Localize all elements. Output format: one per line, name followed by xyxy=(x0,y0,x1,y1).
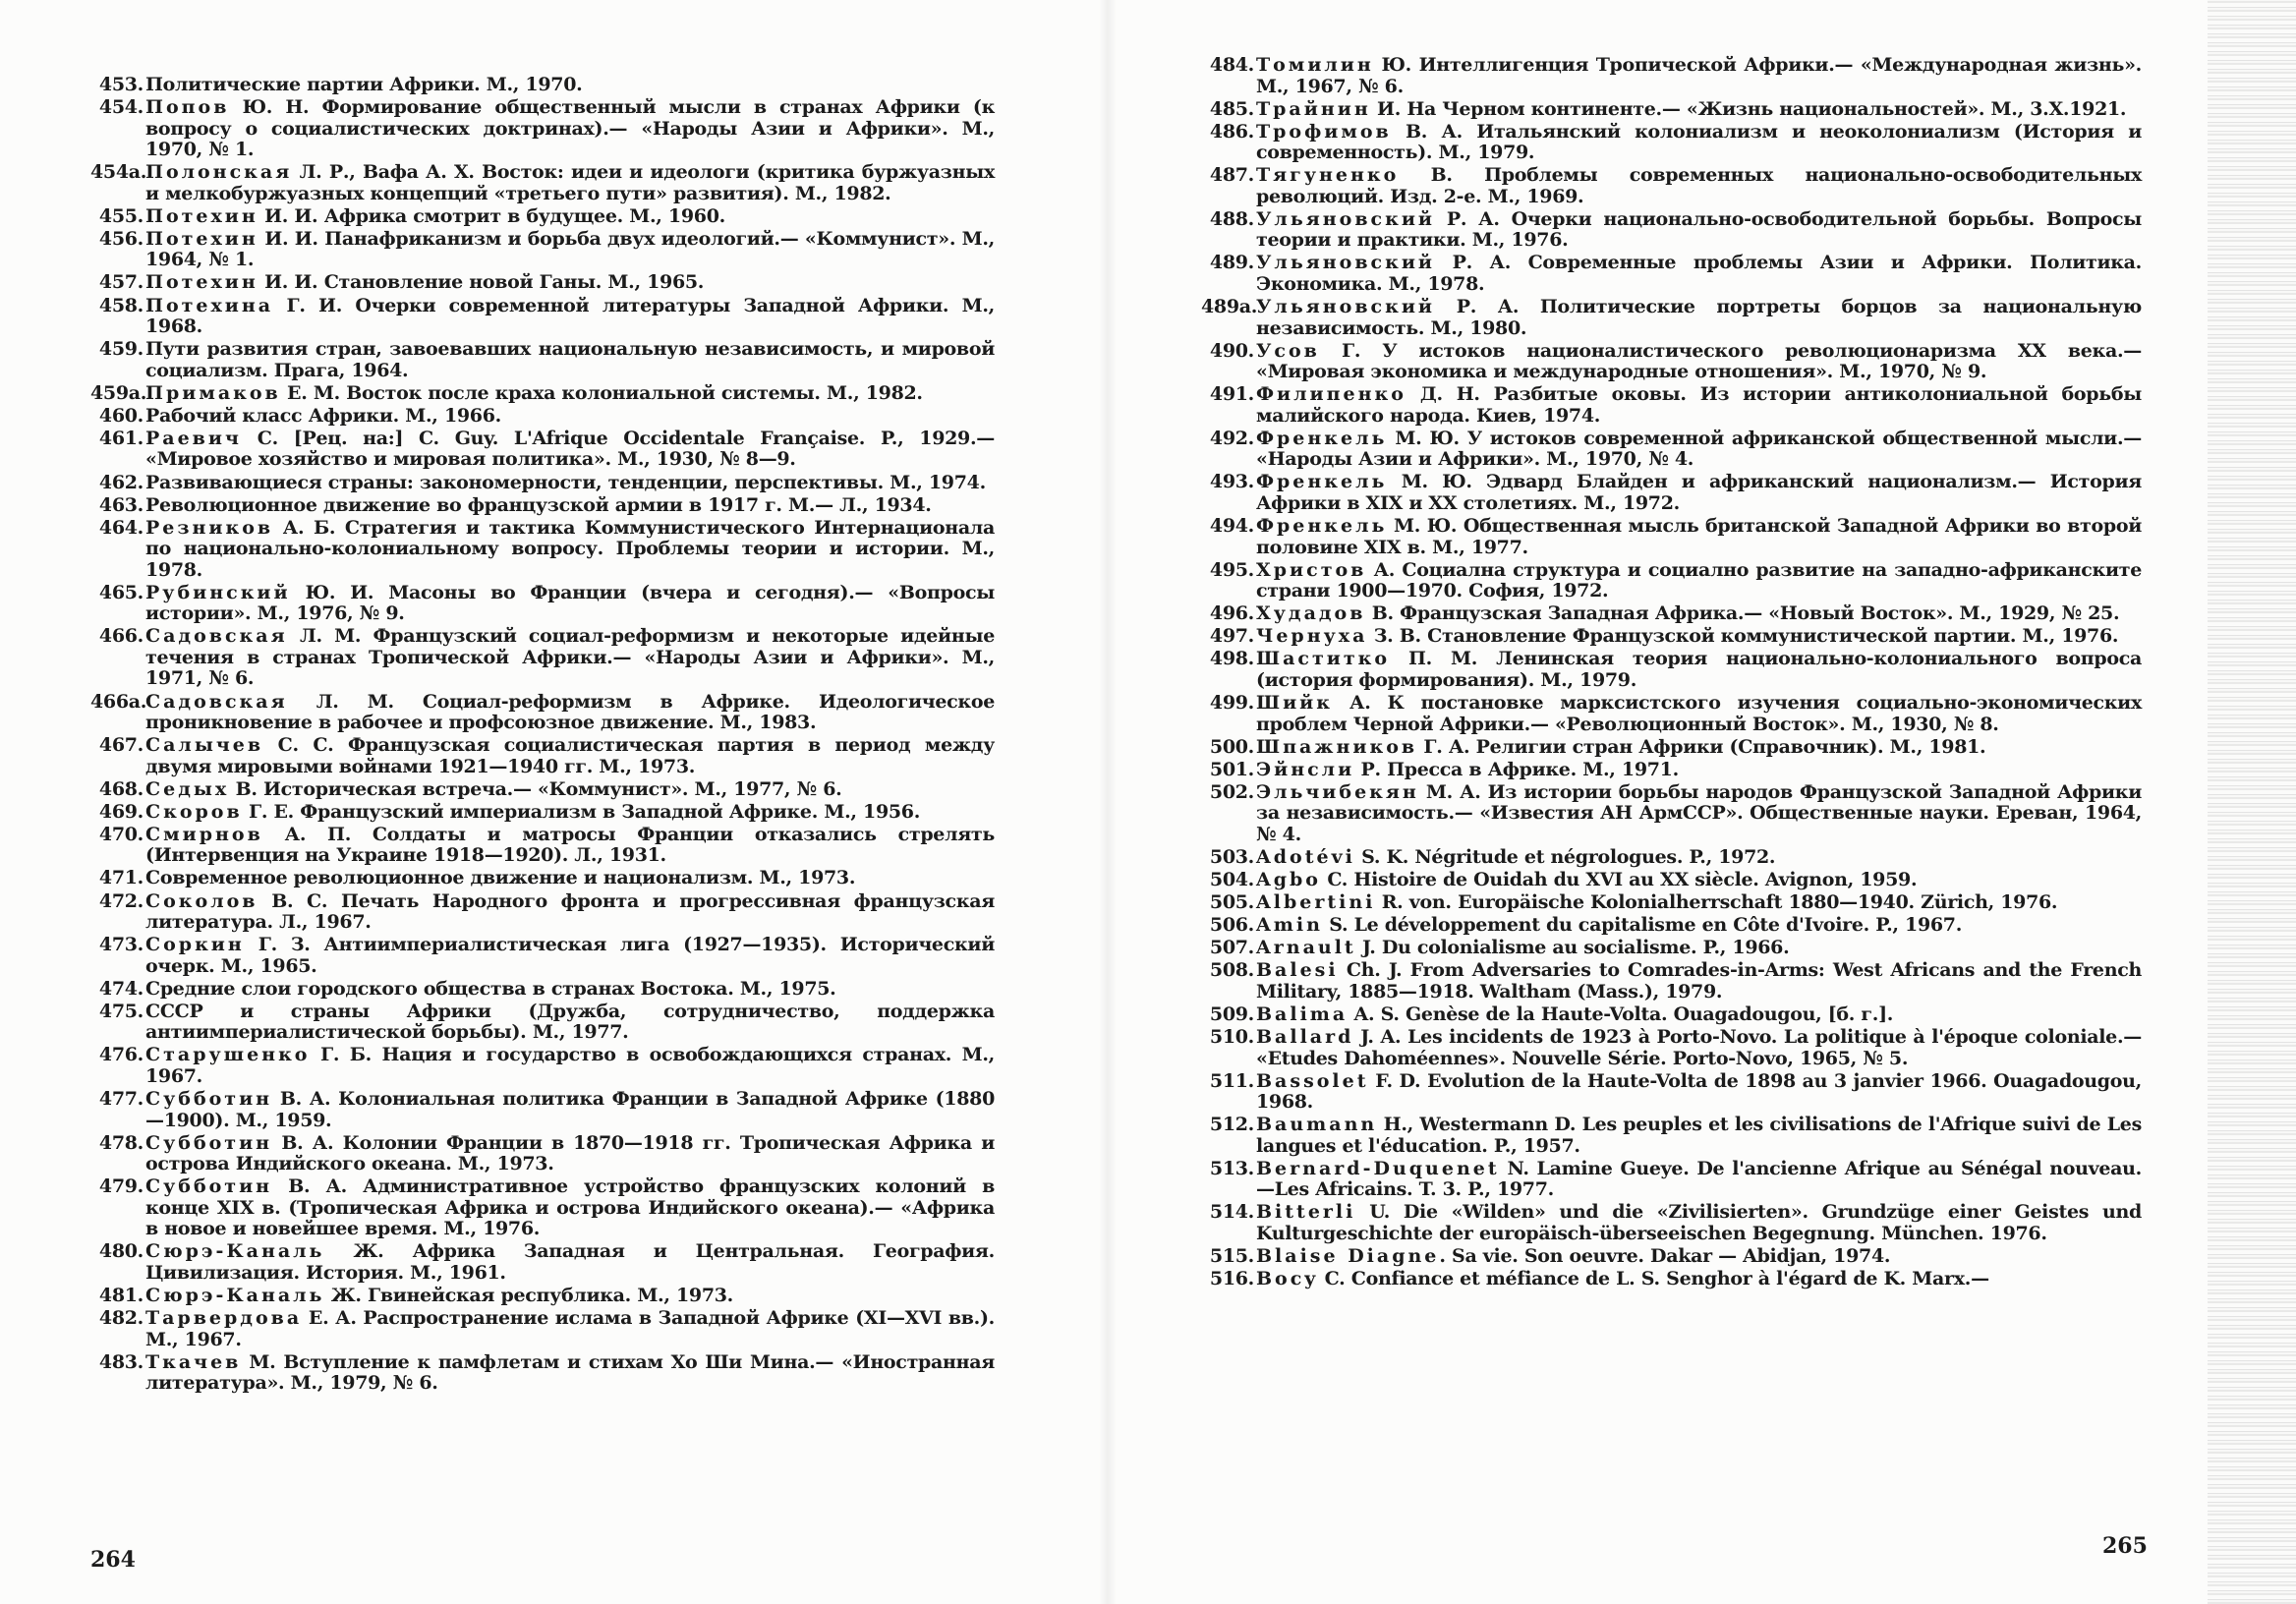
bibliography-entry xyxy=(1201,737,2142,759)
bibliography-entry xyxy=(90,1002,995,1044)
bibliography-entry xyxy=(90,891,995,934)
entry-number: 454а. xyxy=(90,161,147,184)
entry-number: 487. xyxy=(1209,164,1254,187)
bibliography-entry xyxy=(1201,649,2142,691)
entry-number: 515. xyxy=(1209,1245,1254,1267)
entry-author: Ульяновский xyxy=(1256,207,1436,230)
entry-text: Ch. J. From Adversaries to Comrades-in-Arms: West Africans and the French Military, 1885—1918. Waltham (Mass.), 1979. xyxy=(1256,959,2142,1002)
entry-number: 501. xyxy=(1209,758,1254,780)
entry-number: 510. xyxy=(1209,1026,1254,1049)
book-gutter xyxy=(1099,0,1117,1604)
entry-number: 456. xyxy=(98,227,144,250)
entry-author: Эйнсли xyxy=(1256,758,1355,780)
entry-number: 491. xyxy=(1209,383,1254,406)
entry-author: Томилин xyxy=(1256,54,1374,76)
entry-text: П. М. Ленинская теория национально-колониального вопроса (история формирования). М., 1979. xyxy=(1256,648,2142,691)
bibliography-entry xyxy=(90,473,995,494)
entry-author: Тягуненко xyxy=(1256,164,1400,187)
entry-author: Субботин xyxy=(145,1131,273,1154)
bibliography-entry xyxy=(1201,1004,2142,1026)
entry-author: Христов xyxy=(1256,558,1367,581)
entry-number: 466. xyxy=(98,625,144,648)
entry-text: М. Ю. Эдвард Блайден и африканский национализм.— История Африки в XIX и XX столетиях. М., 1972. xyxy=(1256,471,2142,514)
bibliography-entry xyxy=(90,1045,995,1087)
entry-author: Adotévi xyxy=(1256,845,1355,868)
entry-author: Френкель xyxy=(1256,515,1388,538)
entry-author: Balesi xyxy=(1256,959,1339,982)
bibliography-entry xyxy=(90,1089,995,1131)
entry-number: 485. xyxy=(1209,97,1254,120)
bibliography-entry xyxy=(1201,516,2142,558)
entry-number: 468. xyxy=(98,777,144,800)
bibliography-entry xyxy=(90,518,995,582)
left-bibliography-list xyxy=(90,75,995,1396)
entry-number: 479. xyxy=(98,1175,144,1198)
bibliography-entry xyxy=(1201,782,2142,846)
entry-author: Ульяновский xyxy=(1256,252,1436,274)
entry-number: 509. xyxy=(1209,1002,1254,1025)
bibliography-entry xyxy=(1201,1202,2142,1244)
entry-number: 500. xyxy=(1209,735,1254,758)
bibliography-entry xyxy=(1201,472,2142,514)
bibliography-entry xyxy=(1201,1159,2142,1201)
entry-author: Ткачев xyxy=(145,1350,242,1373)
entry-number: 455. xyxy=(98,204,144,227)
right-page-number: 265 xyxy=(2102,1533,2148,1559)
entry-text: И. И. Африка смотрит в будущее. М., 1960. xyxy=(258,204,725,227)
entry-author: Субботин xyxy=(145,1175,273,1198)
entry-text: З. В. Становление Французской коммунистической партии. М., 1976. xyxy=(1367,625,2119,648)
entry-number: 480. xyxy=(98,1240,144,1263)
entry-number: 498. xyxy=(1209,648,1254,670)
entry-text: Современное революционное движение и национализм. М., 1973. xyxy=(145,867,856,889)
entry-author: Bocy xyxy=(1256,1268,1319,1290)
entry-author: Шаститко xyxy=(1256,648,1391,670)
entry-author: Попов xyxy=(145,96,230,119)
bibliography-entry xyxy=(90,495,995,517)
entry-author: Раевич xyxy=(145,427,242,449)
left-page xyxy=(0,0,1116,1604)
bibliography-entry xyxy=(1201,1071,2142,1114)
entry-text: Революционное движение во французской армии в 1917 г. М.— Л., 1934. xyxy=(145,493,932,516)
bibliography-entry xyxy=(90,935,995,977)
entry-author: Amin xyxy=(1256,914,1323,937)
entry-author: Потехин xyxy=(145,204,258,227)
entry-author: Соркин xyxy=(145,934,245,956)
bibliography-entry xyxy=(90,339,995,381)
bibliography-entry xyxy=(90,692,995,734)
bibliography-entry xyxy=(1201,1027,2142,1069)
entry-text: Р. А. Современные проблемы Азии и Африки. Политика. Экономика. М., 1978. xyxy=(1256,252,2142,295)
bibliography-entry xyxy=(90,868,995,889)
entry-author: Agbo xyxy=(1256,868,1321,890)
entry-text: J. Du colonialisme au socialisme. P., 1966. xyxy=(1355,937,1790,959)
entry-number: 460. xyxy=(98,404,144,427)
entry-number: 471. xyxy=(98,867,144,889)
entry-text: С. [Рец. на:] C. Guy. L'Afrique Occidentale Française. P., 1929.— «Мировое хозяйство и мировая политика». М., 1930, № 8—9. xyxy=(145,427,995,471)
entry-number: 475. xyxy=(98,1000,144,1022)
bibliography-entry xyxy=(90,429,995,471)
entry-number: 512. xyxy=(1209,1114,1254,1136)
entry-author: Усов xyxy=(1256,339,1320,362)
bibliography-entry xyxy=(90,229,995,271)
entry-text: Ж. Гвинейская республика. М., 1973. xyxy=(324,1284,733,1306)
entry-text: Г. Б. Нация и государство в освобождающихся странах. М., 1967. xyxy=(145,1044,995,1087)
entry-text: Д. Н. Разбитые оковы. Из истории антиколониальной борьбы малийского народа. Киев, 1974. xyxy=(1256,383,2142,427)
entry-author: Садовская xyxy=(145,625,288,648)
entry-text: В. А. Колонии Франции в 1870—1918 гг. Тропическая Африка и острова Индийского океана. М., 1973. xyxy=(145,1131,995,1175)
right-page xyxy=(1116,0,2296,1604)
entry-number: 508. xyxy=(1209,959,1254,982)
entry-author: Седых xyxy=(145,777,230,800)
entry-author: Соколов xyxy=(145,889,258,912)
entry-author: Смирнов xyxy=(145,823,263,845)
bibliography-entry xyxy=(1201,122,2142,164)
bibliography-entry xyxy=(90,1308,995,1350)
entry-number: 464. xyxy=(98,516,144,539)
entry-number: 481. xyxy=(98,1284,144,1306)
entry-author: Филипенко xyxy=(1256,383,1406,406)
bibliography-entry xyxy=(1201,1269,2142,1290)
entry-text: A. S. Genèse de la Haute-Volta. Ouagadougou, [б. г.]. xyxy=(1348,1002,1894,1025)
entry-author: Шийк xyxy=(1256,692,1333,714)
entry-text: Р. А. Очерки национально-освободительной борьбы. Вопросы теории и практики. М., 1976. xyxy=(1256,207,2142,252)
entry-text: И. И. Становление новой Ганы. М., 1965. xyxy=(258,271,705,294)
entry-text: А. К постановке марксистского изучения социально-экономических проблем Черной Африки.— «Революционный Восток». М., 1930, № 8. xyxy=(1256,692,2142,735)
entry-text: В. А. Колониальная политика Франции в Западной Африке (1880—1900). М., 1959. xyxy=(145,1088,995,1131)
entry-text: В. Французская Западная Африка.— «Новый Восток». М., 1929, № 25. xyxy=(1365,602,2120,625)
entry-text: Л. М. Социал-реформизм в Африке. Идеологическое проникновение в рабочее и профсоюзное движение. М., 1983. xyxy=(145,690,995,733)
entry-author: Потехин xyxy=(145,271,258,294)
entry-text: А. П. Солдаты и матросы Франции отказались стрелять (Интервенция на Украине 1918—1920). Л., 1931. xyxy=(145,823,995,867)
entry-text: S. K. Négritude et négrologues. P., 1972. xyxy=(1354,845,1776,868)
entry-author: Bitterli xyxy=(1256,1201,1356,1224)
bibliography-entry xyxy=(1201,892,2142,914)
bibliography-entry xyxy=(90,1176,995,1240)
entry-number: 457. xyxy=(98,271,144,294)
entry-text: S. Le développement du capitalisme en Côte d'Ivoire. P., 1967. xyxy=(1322,914,1963,937)
bibliography-entry xyxy=(90,1241,995,1284)
entry-number: 497. xyxy=(1209,625,1254,648)
entry-number: 466а. xyxy=(90,690,147,713)
entry-text: Ю. И. Масоны во Франции (вчера и сегодня).— «Вопросы истории». М., 1976, № 9. xyxy=(145,581,995,625)
entry-number: 489а. xyxy=(1201,296,1258,318)
entry-number: 473. xyxy=(98,934,144,956)
entry-number: 474. xyxy=(98,977,144,1000)
bibliography-entry xyxy=(90,1352,995,1395)
bibliography-entry xyxy=(90,97,995,161)
entry-text: Рабочий класс Африки. М., 1966. xyxy=(145,404,501,427)
bibliography-entry xyxy=(1201,55,2142,97)
bibliography-entry xyxy=(1201,626,2142,648)
entry-number: 482. xyxy=(98,1307,144,1329)
entry-text: Г. И. Очерки современной литературы Западной Африки. М., 1968. xyxy=(145,294,995,338)
entry-author: Эльчибекян xyxy=(1256,780,1419,803)
entry-author: Субботин xyxy=(145,1088,273,1111)
bibliography-entry xyxy=(90,979,995,1001)
bibliography-entry xyxy=(1201,384,2142,427)
entry-text: И. И. Панафриканизм и борьба двух идеологий.— «Коммунист». М., 1964, № 1. xyxy=(145,227,995,271)
bibliography-entry xyxy=(90,735,995,777)
entry-author: Сюрэ-Каналь xyxy=(145,1284,325,1306)
left-page-number: 264 xyxy=(90,1547,136,1573)
entry-text: С. С. Французская социалистическая партия в период между двумя мировыми войнами 1921—1940 гг. М., 1973. xyxy=(145,734,995,777)
entry-author: Ульяновский xyxy=(1256,296,1436,318)
entry-text: В. С. Печать Народного фронта и прогрессивная французская литература. Л., 1967. xyxy=(145,889,995,934)
entry-author: Примаков xyxy=(145,381,281,404)
entry-author: Сюрэ-Каналь xyxy=(145,1240,325,1263)
entry-number: 507. xyxy=(1209,937,1254,959)
entry-text: N. Lamine Gueye. De l'ancienne Afrique au Sénégal nouveau.—Les Africains. T. 3. P., 1977. xyxy=(1256,1157,2142,1201)
entry-text: Л. М. Французский социал-реформизм и некоторые идейные течения в странах Тропической Африки.— «Народы Азии и Африки». М., 1971, № 6. xyxy=(145,625,995,690)
entry-text: Политические партии Африки. М., 1970. xyxy=(145,74,583,95)
entry-author: Baumann xyxy=(1256,1114,1378,1136)
entry-text: Е. М. Восток после краха колониальной системы. М., 1982. xyxy=(280,381,923,404)
entry-number: 459а. xyxy=(90,381,147,404)
entry-text: Л. Р., Вафа А. Х. Восток: идеи и идеологи (критика буржуазных и мелкобуржуазных концепций «третьего пути» развития). М., 1982. xyxy=(145,161,995,204)
entry-text: Г. А. Религии стран Африки (Справочник). М., 1981. xyxy=(1417,735,1986,758)
bibliography-entry xyxy=(90,383,995,405)
entry-text: Е. А. Распространение ислама в Западной Африке (XI—XVI вв.). М., 1967. xyxy=(145,1307,995,1350)
entry-number: 469. xyxy=(98,800,144,823)
entry-text: М. А. Из истории борьбы народов Французской Западной Африки за независимость.— «Известия АН АрмССР». Общественные науки. Ереван, 1964, № 4. xyxy=(1256,780,2142,845)
entry-text: Пути развития стран, завоевавших национальную независимость, и мировой социализм. Прага, 1964. xyxy=(145,338,995,381)
entry-number: 489. xyxy=(1209,252,1254,274)
entry-author: Albertini xyxy=(1256,891,1376,914)
bibliography-entry xyxy=(90,75,995,96)
right-bibliography-list xyxy=(1201,55,2142,1291)
entry-text: Средние слои городского общества в странах Востока. М., 1975. xyxy=(145,977,836,1000)
entry-author: Чернуха xyxy=(1256,625,1368,648)
entry-text: Ж. Африка Западная и Центральная. География. Цивилизация. История. М., 1961. xyxy=(145,1240,995,1284)
bibliography-entry xyxy=(90,1286,995,1307)
bibliography-entry xyxy=(1201,938,2142,959)
bibliography-entry xyxy=(1201,603,2142,625)
entry-text: И. На Черном континенте.— «Жизнь национальностей». М., 3.X.1921. xyxy=(1370,97,2127,120)
entry-number: 496. xyxy=(1209,602,1254,625)
entry-author: Шпажников xyxy=(1256,735,1418,758)
entry-text: М. Ю. У истоков современной африканской общественной мысли.— «Народы Азии и Африки». М., 1970, № 4. xyxy=(1256,427,2142,471)
entry-text: М. Ю. Общественная мысль британской Западной Африки во второй половине XIX в. М., 1977. xyxy=(1256,515,2142,558)
bibliography-entry xyxy=(1201,870,2142,891)
entry-author: Скоров xyxy=(145,800,243,823)
entry-text: СССР и страны Африки (Дружба, сотрудничество, поддержка антиимпериалистической борьбы). М., 1977. xyxy=(145,1000,995,1044)
entry-number: 484. xyxy=(1209,54,1254,76)
bibliography-entry xyxy=(1201,341,2142,383)
bibliography-entry xyxy=(90,296,995,338)
bibliography-entry xyxy=(1201,560,2142,602)
entry-number: 494. xyxy=(1209,515,1254,538)
bibliography-entry xyxy=(1201,847,2142,869)
entry-number: 516. xyxy=(1209,1268,1254,1290)
entry-author: Arnault xyxy=(1256,937,1356,959)
bibliography-entry xyxy=(1201,915,2142,937)
entry-author: Трофимов xyxy=(1256,120,1392,143)
entry-author: Bernard-Duquenet xyxy=(1256,1157,1500,1179)
bibliography-entry xyxy=(1201,693,2142,735)
bibliography-entry xyxy=(1201,1115,2142,1157)
entry-author: Худадов xyxy=(1256,602,1366,625)
entry-author: Трайнин xyxy=(1256,97,1371,120)
entry-author: Потехина xyxy=(145,294,274,316)
bibliography-entry xyxy=(90,583,995,625)
entry-text: А. Социална структура и социално развитие на западно-африканските страни 1900—1970. София, 1972. xyxy=(1256,558,2142,602)
entry-number: 465. xyxy=(98,581,144,603)
entry-number: 504. xyxy=(1209,868,1254,890)
entry-text: Развивающиеся страны: закономерности, тенденции, перспективы. М., 1974. xyxy=(145,471,986,493)
entry-author: Balima xyxy=(1256,1002,1349,1025)
entry-number: 461. xyxy=(98,427,144,449)
bibliography-entry xyxy=(1201,209,2142,252)
entry-number: 502. xyxy=(1209,780,1254,803)
entry-text: C. Confiance et méfiance de L. S. Senghor à l'égard de K. Marx.— xyxy=(1318,1268,1989,1290)
bibliography-entry xyxy=(1201,429,2142,471)
entry-text: Р. А. Политические портреты борцов за национальную независимость. М., 1980. xyxy=(1256,296,2142,339)
entry-text: . Sa vie. Son oeuvre. Dakar — Abidjan, 1974. xyxy=(1439,1245,1891,1267)
entry-number: 493. xyxy=(1209,471,1254,493)
page-edge-stack xyxy=(2208,0,2296,1604)
entry-text: Р. Пресса в Африке. М., 1971. xyxy=(1354,758,1679,780)
entry-number: 513. xyxy=(1209,1157,1254,1179)
entry-number: 472. xyxy=(98,889,144,912)
entry-text: U. Die «Wilden» und die «Zivilisierten». Grundzüge einer Geistes und Kulturgeschichte der europäisch-überseeischen Begegnung. München. 1976. xyxy=(1256,1201,2142,1244)
bibliography-entry xyxy=(90,779,995,801)
entry-number: 486. xyxy=(1209,120,1254,143)
entry-text: J. A. Les incidents de 1923 à Porto-Novo. La politique à l'époque coloniale.— «Etudes Dahoméennes». Nouvelle Série. Porto-Novo, 1965, № 5. xyxy=(1256,1026,2142,1069)
entry-text: F. D. Evolution de la Haute-Volta de 1898 au 3 janvier 1966. Ouagadougou, 1968. xyxy=(1256,1069,2142,1114)
entry-author: Полонская xyxy=(145,161,293,184)
entry-number: 499. xyxy=(1209,692,1254,714)
bibliography-entry xyxy=(90,206,995,228)
entry-author: Садовская xyxy=(145,690,288,713)
entry-text: В. Проблемы современных национально-освободительных революций. Изд. 2-е. М., 1969. xyxy=(1256,164,2142,207)
bibliography-entry xyxy=(1201,760,2142,781)
entry-number: 463. xyxy=(98,493,144,516)
entry-number: 476. xyxy=(98,1044,144,1066)
entry-text: В. Историческая встреча.— «Коммунист». М., 1977, № 6. xyxy=(229,777,842,800)
entry-number: 453. xyxy=(98,74,144,95)
entry-author: Френкель xyxy=(1256,427,1388,449)
entry-number: 495. xyxy=(1209,558,1254,581)
bibliography-entry xyxy=(90,272,995,294)
entry-number: 506. xyxy=(1209,914,1254,937)
bibliography-entry xyxy=(1201,297,2142,339)
entry-author: Тарвердова xyxy=(145,1307,303,1329)
bibliography-entry xyxy=(1201,1246,2142,1268)
entry-number: 454. xyxy=(98,96,144,119)
entry-author: Потехин xyxy=(145,227,258,250)
entry-text: C. Histoire de Ouidah du XVI au XX siècle. Avignon, 1959. xyxy=(1321,868,1918,890)
entry-text: R. von. Europäische Kolonialherrschaft 1880—1940. Zürich, 1976. xyxy=(1375,891,2058,914)
entry-number: 505. xyxy=(1209,891,1254,914)
entry-number: 467. xyxy=(98,734,144,757)
entry-author: Салычев xyxy=(145,734,264,757)
bibliography-entry xyxy=(1201,253,2142,295)
entry-number: 488. xyxy=(1209,207,1254,230)
entry-author: Blaise Diagne xyxy=(1256,1245,1440,1267)
entry-number: 477. xyxy=(98,1088,144,1111)
entry-number: 503. xyxy=(1209,845,1254,868)
entry-number: 470. xyxy=(98,823,144,845)
entry-number: 462. xyxy=(98,471,144,493)
bibliography-entry xyxy=(1201,165,2142,207)
entry-number: 483. xyxy=(98,1350,144,1373)
entry-number: 490. xyxy=(1209,339,1254,362)
entry-number: 492. xyxy=(1209,427,1254,449)
bibliography-entry xyxy=(90,825,995,867)
bibliography-entry xyxy=(90,406,995,428)
entry-text: А. Б. Стратегия и тактика Коммунистического Интернационала по национально-колониальному вопросу. Проблемы теории и истории. М., 1978. xyxy=(145,516,995,581)
entry-author: Френкель xyxy=(1256,471,1388,493)
entry-author: Резников xyxy=(145,516,274,539)
entry-text: Ю. Н. Формирование общественный мысли в странах Африки (к вопросу о социалистических доктринах).— «Народы Азии и Африки». М., 1970, № 1. xyxy=(145,96,995,161)
entry-author: Рубинский xyxy=(145,581,291,603)
bibliography-entry xyxy=(90,802,995,824)
entry-number: 458. xyxy=(98,294,144,316)
entry-number: 478. xyxy=(98,1131,144,1154)
entry-author: Старушенко xyxy=(145,1044,311,1066)
bibliography-entry xyxy=(90,626,995,690)
bibliography-entry xyxy=(1201,99,2142,121)
entry-number: 514. xyxy=(1209,1201,1254,1224)
entry-number: 511. xyxy=(1209,1069,1254,1092)
entry-author: Ballard xyxy=(1256,1026,1354,1049)
entry-author: Bassolet xyxy=(1256,1069,1369,1092)
entry-text: В. А. Итальянский колониализм и неоколониализм (История и современность). М., 1979. xyxy=(1256,120,2142,164)
bibliography-entry xyxy=(90,162,995,204)
entry-text: H., Westermann D. Les peuples et les civilisations de l'Afrique suivi de Les langues et l'éducation. P., 1957. xyxy=(1256,1114,2142,1157)
entry-text: Ю. Интеллигенция Тропической Африки.— «Международная жизнь». М., 1967, № 6. xyxy=(1256,54,2142,97)
entry-text: В. А. Административное устройство французских колоний в конце XIX в. (Тропическая Африка и острова Индийского океана).— «Африка в новое и новейшее время. М., 1976. xyxy=(145,1175,995,1240)
entry-text: Г. У истоков националистического революционаризма XX века.— «Мировая экономика и международные отношения». М., 1970, № 9. xyxy=(1256,339,2142,383)
entry-text: Г. З. Антиимпериалистическая лига (1927—1935). Исторический очерк. М., 1965. xyxy=(145,934,995,977)
entry-number: 459. xyxy=(98,338,144,361)
bibliography-entry xyxy=(90,1133,995,1175)
bibliography-entry xyxy=(1201,960,2142,1002)
entry-text: М. Вступление к памфлетам и стихам Хо Ши Мина.— «Иностранная литература». М., 1979, № 6. xyxy=(145,1350,995,1395)
entry-text: Г. Е. Французский империализм в Западной Африке. М., 1956. xyxy=(242,800,921,823)
